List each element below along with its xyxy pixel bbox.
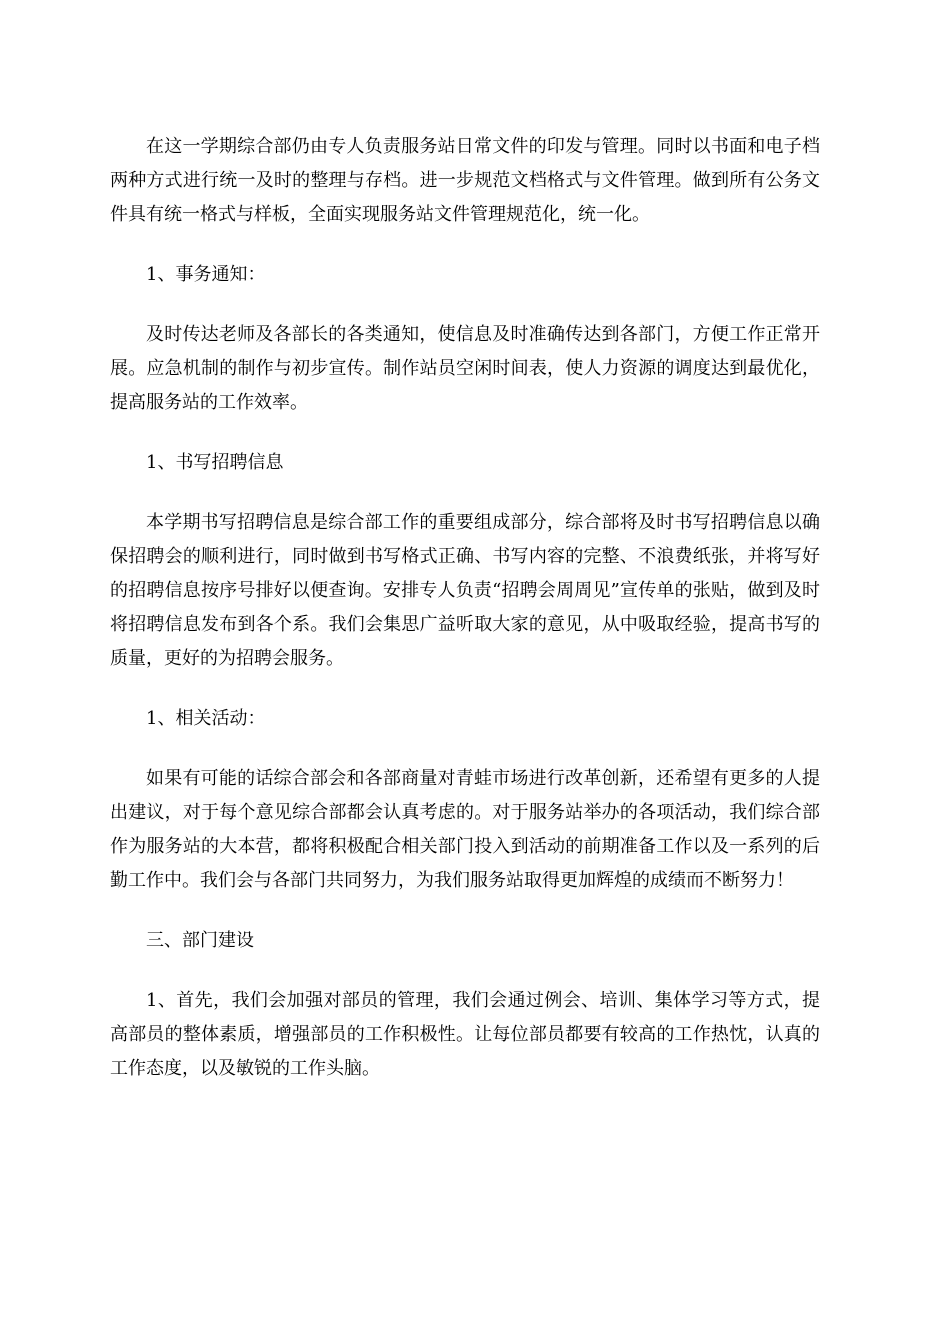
paragraph-gap bbox=[110, 958, 820, 984]
paragraph-archive-management: 在这一学期综合部仍由专人负责服务站日常文件的印发与管理。同时以书面和电子档两种方式进行统一及时的整理与存档。进一步规范文档格式与文件管理。做到所有公务文件具有统一格式与样板，全面实现服务站文件管理规范化，统一化。 bbox=[110, 136, 820, 225]
paragraph-gap bbox=[110, 898, 820, 924]
paragraph-gap bbox=[110, 676, 820, 702]
paragraph-gap bbox=[110, 480, 820, 506]
paragraph-member-management: 1、首先，我们会加强对部员的管理，我们会通过例会、培训、集体学习等方式，提高部员的整体素质，增强部员的工作积极性。让每位部员都要有较高的工作热忱，认真的工作态度，以及敏锐的工作头脑。 bbox=[110, 990, 820, 1079]
paragraph-gap bbox=[110, 232, 820, 258]
heading-recruitment-info: 1、书写招聘信息 bbox=[146, 452, 284, 473]
paragraph-notifications: 及时传达老师及各部长的各类通知，使信息及时准确传达到各部门，方便工作正常开展。应急机制的制作与初步宣传。制作站员空闲时间表，使人力资源的调度达到最优化，提高服务站的工作效率。 bbox=[110, 324, 820, 413]
paragraph-gap bbox=[110, 736, 820, 762]
paragraph-related-activities: 如果有可能的话综合部会和各部商量对青蛙市场进行改革创新，还希望有更多的人提出建议，对于每个意见综合部都会认真考虑的。对于服务站举办的各项活动，我们综合部作为服务站的大本营，都将积极配合相关部门投入到活动的前期准备工作以及一系列的后勤工作中。我们会与各部门共同努力，为我们服务站取得更加辉煌的成绩而不断努力！ bbox=[110, 768, 820, 891]
heading-notifications: 1、事务通知： bbox=[146, 264, 266, 285]
heading-related-activities: 1、相关活动： bbox=[146, 708, 266, 729]
paragraph-gap bbox=[110, 420, 820, 446]
heading-department-building: 三、部门建设 bbox=[146, 930, 254, 951]
document-body bbox=[110, 130, 820, 1086]
paragraph-gap bbox=[110, 292, 820, 318]
paragraph-recruitment-info: 本学期书写招聘信息是综合部工作的重要组成部分，综合部将及时书写招聘信息以确保招聘会的顺利进行，同时做到书写格式正确、书写内容的完整、不浪费纸张，并将写好的招聘信息按序号排好以便查询。安排专人负责“招聘会周周见”宣传单的张贴，做到及时将招聘信息发布到各个系。我们会集思广益听取大家的意见，从中吸取经验，提高书写的质量，更好的为招聘会服务。 bbox=[110, 512, 820, 669]
